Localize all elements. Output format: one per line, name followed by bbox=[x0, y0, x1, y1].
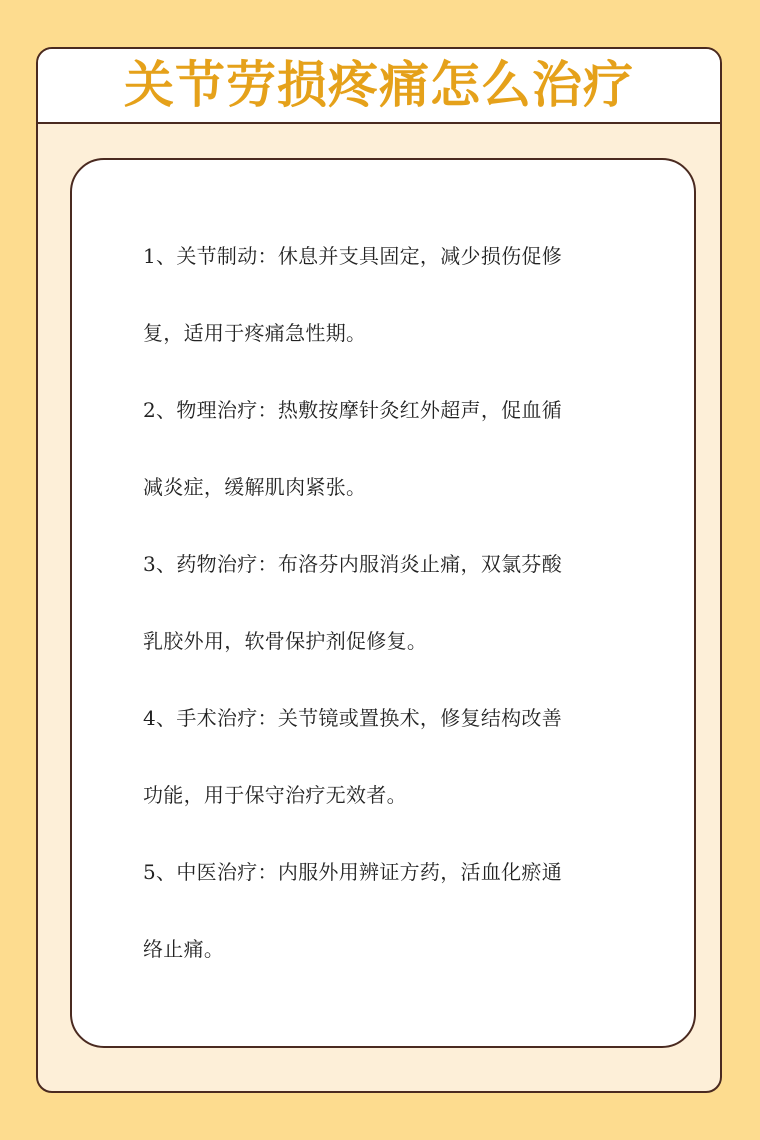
title-bar bbox=[38, 49, 720, 124]
item-line bbox=[143, 603, 623, 680]
item-line bbox=[143, 449, 623, 526]
item-text: 、药物治疗：布洛芬内服消炎止痛，双氯芬酸 bbox=[156, 552, 563, 576]
item-text: 乳胶外用，软骨保护剂促修复。 bbox=[143, 629, 428, 653]
item-line bbox=[143, 295, 623, 372]
item-text: 、物理治疗：热敷按摩针灸红外超声，促血循 bbox=[156, 398, 563, 422]
item-text: 、关节制动：休息并支具固定，减少损伤促修 bbox=[156, 244, 563, 268]
list-item bbox=[143, 526, 623, 680]
item-text: 功能，用于保守治疗无效者。 bbox=[143, 783, 407, 807]
list-item bbox=[143, 680, 623, 834]
list-item bbox=[143, 834, 623, 988]
item-line bbox=[143, 834, 623, 911]
item-number: 3 bbox=[143, 552, 157, 576]
item-number: 5 bbox=[143, 860, 157, 884]
item-text: 复，适用于疼痛急性期。 bbox=[143, 321, 367, 345]
item-text: 、中医治疗：内服外用辨证方药，活血化瘀通 bbox=[156, 860, 563, 884]
page-title: 关节劳损疼痛怎么治疗 bbox=[124, 55, 634, 114]
item-number: 1 bbox=[143, 244, 157, 268]
item-line bbox=[143, 526, 623, 603]
item-number: 2 bbox=[143, 398, 157, 422]
item-line bbox=[143, 757, 623, 834]
item-text: 络止痛。 bbox=[143, 937, 225, 961]
item-line bbox=[143, 680, 623, 757]
list-item bbox=[143, 218, 623, 372]
item-number: 4 bbox=[143, 706, 157, 730]
item-line bbox=[143, 218, 623, 295]
item-line bbox=[143, 372, 623, 449]
item-text: 、手术治疗：关节镜或置换术，修复结构改善 bbox=[156, 706, 563, 730]
treatment-list bbox=[143, 218, 623, 988]
item-text: 减炎症，缓解肌肉紧张。 bbox=[143, 475, 367, 499]
item-line bbox=[143, 911, 623, 988]
list-item bbox=[143, 372, 623, 526]
